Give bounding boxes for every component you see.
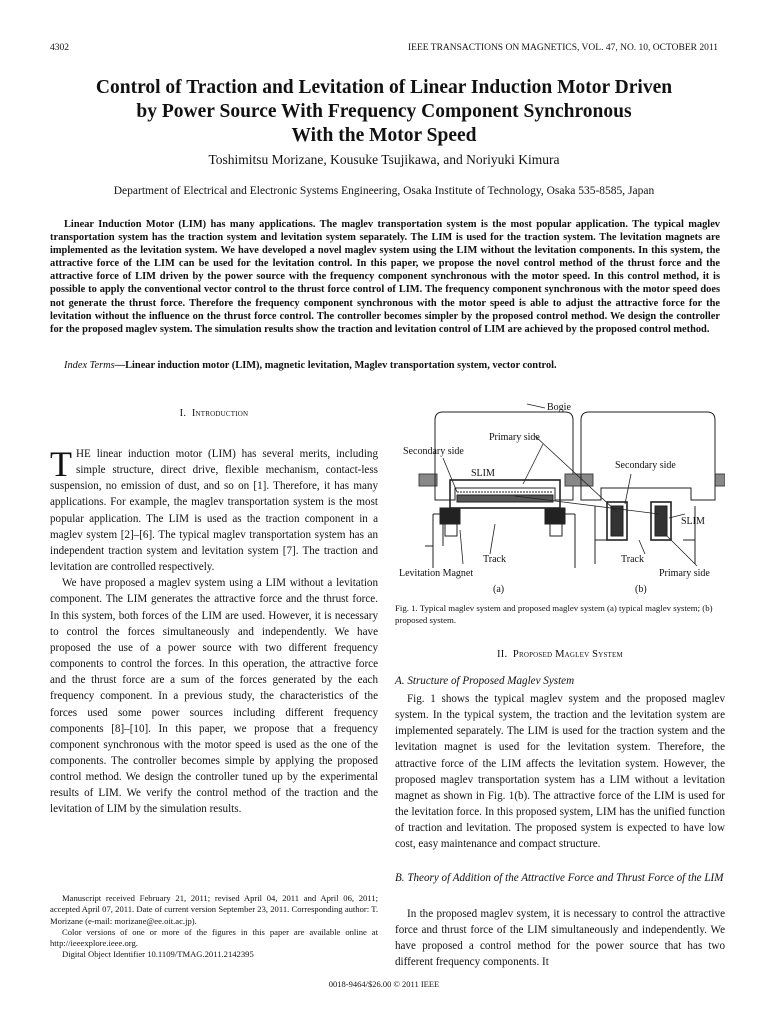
fig-label-track-a: Track	[483, 554, 506, 565]
figure-1b-diagram	[515, 404, 725, 566]
pointer-slim-cross	[515, 496, 659, 514]
subsection-b-paragraph: In the proposed maglev system, it is necessary to control the attractive force and thrust force of the LIM simultaneously and independently. We have proposed a control method for the power source that has two different frequency components. It	[395, 908, 725, 969]
slim-a-box	[450, 480, 560, 508]
track-rail-b-right	[715, 474, 725, 486]
subsection-b-heading: B. Theory of Addition of the Attractive Force and Thrust Force of the LIM	[395, 872, 724, 884]
section-1-title: Introduction	[191, 408, 249, 419]
pointer-levmag-a	[460, 530, 463, 564]
intro-paragraph-1	[50, 446, 378, 575]
figure-1	[395, 396, 725, 596]
index-terms-text: —Linear induction motor (LIM), magnetic levitation, Maglev transportation system, vector control.	[114, 360, 557, 371]
drop-cap: T	[50, 444, 72, 484]
footnote-doi: Digital Object Identifier 10.1109/TMAG.2011.2142395	[62, 949, 254, 960]
slim-b-left-primary	[611, 506, 623, 536]
footnote-color: Color versions of one or more of the figures in this paper are available online at http://ieeexplore.ieee.org.	[50, 926, 378, 949]
copyright-line: 0018-9464/$26.00 © 2011 IEEE	[328, 979, 440, 989]
affiliation: Department of Electrical and Electronic Systems Engineering, Osaka Institute of Technology, Osaka 535-8585, Japan	[113, 185, 655, 197]
bogie-a-outline	[435, 412, 573, 474]
section-2-title: Proposed Maglev System	[512, 649, 623, 660]
section-1-body	[50, 446, 378, 818]
intro-paragraph-2: We have proposed a maglev system using a LIM without a levitation component. The LIM generates the attractive force and the thrust force. In this system, both forces of the LIM are used. However, it is necessary to control the forces simultaneously and independently. We have proposed the use of a power source with two different frequency components to control the forces. In this operation, the attractive force and the thrust force are a sum of the forces generated by the each frequency component. In a previous study, the characteristics of the forces used some power sources including different frequency components [8]–[10]. In this paper, we propose that a frequency component synchronous with the motor speed is used as the one of the components. The controller becomes simple by applying the proposed control method. We design the controller tuned up by the experimental results of LIM. We verify the control method of the traction and the levitation of LIM by the simulation results.	[50, 577, 378, 816]
section-2-number: II.	[497, 649, 508, 660]
title-line-2: by Power Source With Frequency Component Synchronous	[136, 101, 632, 122]
track-rail-b-left	[565, 474, 581, 486]
title-line-1: Control of Traction and Levitation of Linear Induction Motor Driven	[95, 77, 673, 98]
abstract: Linear Induction Motor (LIM) has many applications. The maglev transportation system is the most popular application. The typical maglev transportation system has the traction system and levitation system separately. The LIM is used for the traction system. The levitation magnets are implemented as the levitation system. We have developed a novel maglev system using the LIM without the levitation components. In this system, the attractive force of the LIM can be used for the levitation control. In this paper, we propose the novel control method of the thrust force and the attractive force of LIM driven by the power source with the frequency component synchronous with the motor speed. In this control method, it is possible to apply the conventional vector control to the thrust force control of LIM. The frequency component synchronous with the motor speed does not generate the thrust force. Therefore the frequency component synchronous with the motor speed is able to adjust the attractive force for the levitation without the influence on the thrust force control. The controller becomes simpler by the proposed control method. We design the controller for the proposed maglev system. The simulation results show the traction and levitation control of LIM are achieved by the proposed control method.	[50, 219, 720, 335]
slim-b-right-primary	[655, 506, 667, 536]
fig-label-levitation-magnet: Levitation Magnet	[399, 568, 474, 579]
fig-label-slim-b: SLIM	[681, 516, 705, 527]
fig-label-sub-b: (b)	[635, 584, 647, 595]
title-line-3: With the Motor Speed	[291, 125, 477, 146]
footnote-manuscript: Manuscript received February 21, 2011; revised April 04, 2011 and April 06, 2011; accepted April 07, 2011. Date of current version September 23, 2011. Corresponding author: T. Morizane (e-mail: morizane@ee.oit.ac.jp).	[50, 893, 378, 926]
fig-label-sub-a: (a)	[493, 584, 505, 595]
fig-label-primary-side: Primary side	[489, 432, 540, 443]
pointer-primary-a	[523, 444, 543, 484]
intro-paragraph-1-text: HE linear induction motor (LIM) has several merits, including simple structure, direct drive, flexible mechanism, contact-less suspension, no emission of dust, and so on [1]. Therefore, it has many applications. For example, the maglev transportation system is the most popular application. The LIM is used as the traction component in a maglev system [2]–[6]. The typical maglev transportation system has an independent traction system and levitation system [7]. The traction and levitation are controlled respectively.	[50, 448, 378, 574]
section-1-heading	[50, 408, 378, 419]
index-terms	[50, 360, 720, 371]
paper-title	[30, 76, 738, 148]
fig-label-secondary-side-a: Secondary side	[403, 446, 464, 457]
subsection-a-heading: A. Structure of Proposed Maglev System	[395, 675, 575, 687]
section-1-number: I.	[179, 408, 187, 419]
pointer-bogie	[527, 404, 545, 408]
index-terms-label: Index Terms	[64, 360, 115, 371]
bogie-b-frame	[581, 474, 715, 500]
levitation-magnet-a-right	[545, 508, 565, 524]
track-rail-a-left	[419, 474, 437, 486]
subsection-b-body	[395, 906, 725, 971]
subsection-a-body	[395, 691, 725, 853]
fig-label-slim-a: SLIM	[471, 468, 495, 479]
section-2-heading	[395, 649, 725, 660]
fig-label-track-b: Track	[621, 554, 644, 565]
authors: Toshimitsu Morizane, Kousuke Tsujikawa, and Noriyuki Kimura	[208, 152, 560, 167]
footnote	[50, 893, 378, 961]
fig-label-bogie: Bogie	[547, 402, 571, 413]
pointer-track-b	[639, 540, 645, 554]
levitation-magnet-a-left	[440, 508, 460, 524]
fig-label-secondary-side-b: Secondary side	[615, 460, 676, 471]
journal-header: IEEE TRANSACTIONS ON MAGNETICS, VOL. 47, NO. 10, OCTOBER 2011	[408, 43, 718, 53]
fig-label-primary-side-b: Primary side	[659, 568, 710, 579]
pointer-track-a	[490, 524, 495, 554]
subsection-a-paragraph: Fig. 1 shows the typical maglev system and the proposed maglev system. In the typical system, the traction and the levitation system are implemented separately. The LIM is used for the traction system and the levitation magnet is used for the levitation system. Therefore, the attractive force of the LIM affects the levitation system. However, the proposed maglev transportation system has a LIM without a levitation magnet as shown in Fig. 1(b). The attractive force of the LIM is used for the levitation force. In this proposed system, LIM has the unified function of traction and levitation. The proposed system is expected to have low cost, easy maintenance and compact structure.	[395, 693, 725, 851]
page-number: 4302	[50, 43, 69, 53]
pointer-secondary-b	[625, 474, 631, 504]
track-b	[595, 506, 695, 564]
figure-1-caption: Fig. 1. Typical maglev system and proposed maglev system (a) typical maglev system; (b) proposed system.	[395, 603, 713, 625]
slim-a-primary	[457, 495, 553, 502]
magnet-a-cores	[445, 524, 562, 536]
